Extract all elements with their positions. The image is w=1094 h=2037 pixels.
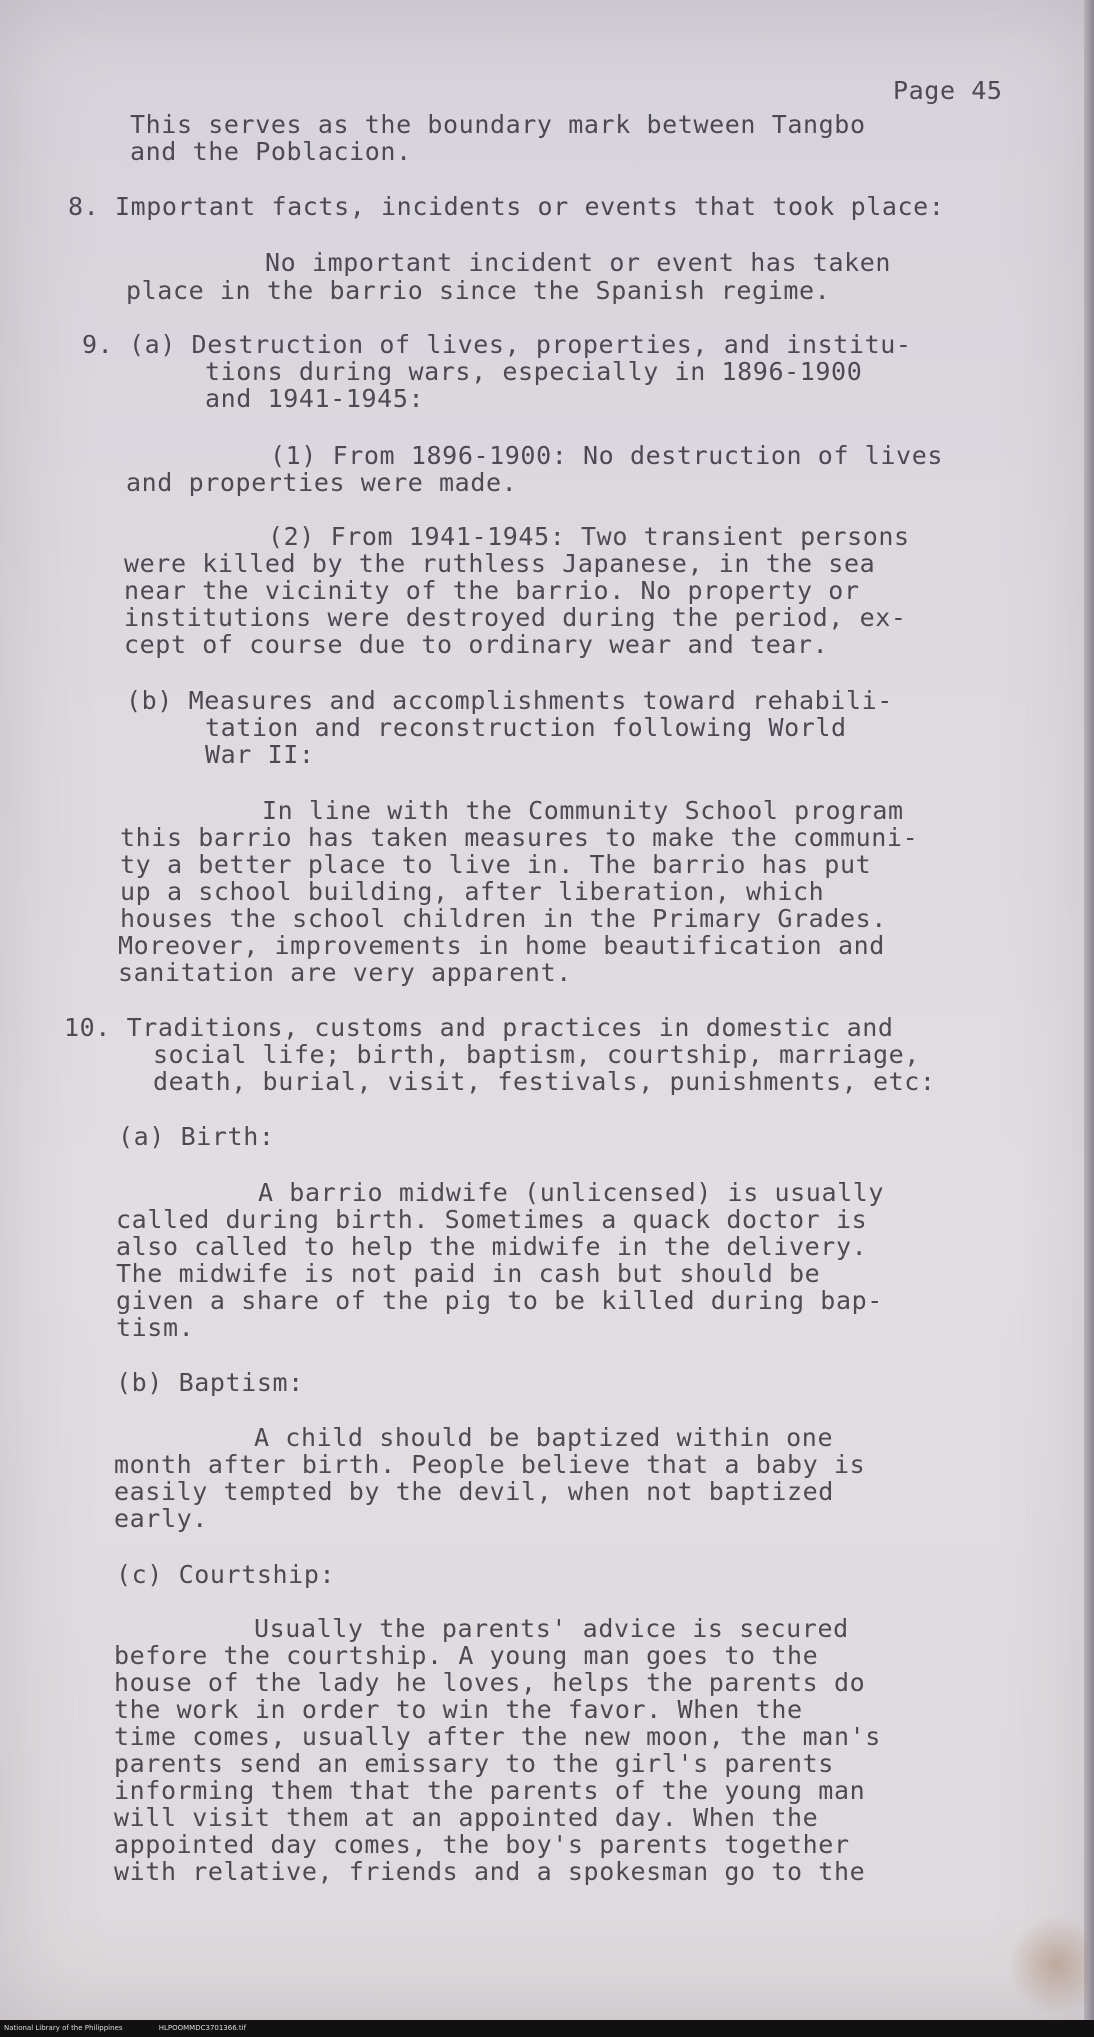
birth-line-5: given a share of the pig to be killed during bap-: [116, 1286, 883, 1315]
item9a-p2-line-1: (2) From 1941-1945: Two transient persons: [268, 522, 910, 551]
item9a-p2-line-3: near the vicinity of the barrio. No property or: [124, 576, 860, 605]
baptism-heading: (b) Baptism:: [116, 1368, 304, 1397]
baptism-line-2: month after birth. People believe that a baby is: [114, 1450, 866, 1479]
footer-library: National Library of the Philippines: [4, 2024, 123, 2032]
item9a-heading-2: tions during wars, especially in 1896-1900: [205, 357, 863, 386]
birth-line-2: called during birth. Sometimes a quack doctor is: [116, 1205, 868, 1234]
item9b-body-line-7: sanitation are very apparent.: [118, 958, 572, 987]
birth-heading: (a) Birth:: [118, 1122, 275, 1151]
courtship-line-10: with relative, friends and a spokesman go to the: [114, 1857, 866, 1886]
courtship-line-4: the work in order to win the favor. When the: [114, 1695, 803, 1724]
item9b-body-line-5: houses the school children in the Primary Grades.: [120, 904, 887, 933]
page-edge: [1084, 0, 1094, 2020]
item8-heading: 8. Important facts, incidents or events that took place:: [68, 192, 945, 221]
item9a-p2-line-4: institutions were destroyed during the period, ex-: [124, 603, 907, 632]
item8-line-1: No important incident or event has taken: [265, 248, 892, 277]
courtship-line-9: appointed day comes, the boy's parents together: [114, 1830, 850, 1859]
item9a-heading-3: and 1941-1945:: [205, 384, 425, 413]
item9a-heading-1: 9. (a) Destruction of lives, properties, and institu-: [82, 330, 912, 359]
courtship-line-5: time comes, usually after the new moon, the man's: [114, 1722, 881, 1751]
courtship-line-2: before the courtship. A young man goes to the: [114, 1641, 819, 1670]
item8-line-2: place in the barrio since the Spanish regime.: [126, 276, 831, 305]
birth-line-1: A barrio midwife (unlicensed) is usually: [258, 1178, 885, 1207]
item9a-p1-line-2: and properties were made.: [126, 468, 518, 497]
baptism-line-3: easily tempted by the devil, when not baptized: [114, 1477, 834, 1506]
item10-heading-3: death, burial, visit, festivals, punishments, etc:: [153, 1067, 936, 1096]
birth-line-3: also called to help the midwife in the delivery.: [116, 1232, 868, 1261]
item9b-heading-2: tation and reconstruction following World: [205, 713, 847, 742]
scan-footer: [0, 2020, 1094, 2037]
courtship-line-7: informing them that the parents of the young man: [114, 1776, 866, 1805]
item10-heading-1: 10. Traditions, customs and practices in domestic and: [64, 1013, 894, 1042]
item9b-body-line-1: In line with the Community School program: [262, 796, 904, 825]
courtship-line-6: parents send an emissary to the girl's parents: [114, 1749, 834, 1778]
boundary-line-1: This serves as the boundary mark between Tangbo: [130, 110, 866, 139]
birth-line-4: The midwife is not paid in cash but should be: [116, 1259, 821, 1288]
item9b-heading-1: (b) Measures and accomplishments toward rehabili-: [126, 686, 893, 715]
item9b-body-line-6: Moreover, improvements in home beautification and: [118, 931, 885, 960]
footer-file-id: HLPOOMMDC3701366.tif: [158, 2024, 247, 2032]
baptism-line-4: early.: [114, 1504, 208, 1533]
item9a-p1-line-1: (1) From 1896-1900: No destruction of lives: [270, 441, 944, 470]
baptism-line-1: A child should be baptized within one: [254, 1423, 834, 1452]
page-number: Page 45: [893, 76, 1003, 105]
item9a-p2-line-5: cept of course due to ordinary wear and tear.: [124, 630, 829, 659]
item10-heading-2: social life; birth, baptism, courtship, marriage,: [153, 1040, 920, 1069]
paper-stain: [1008, 1915, 1088, 2015]
courtship-line-3: house of the lady he loves, helps the parents do: [114, 1668, 866, 1697]
item9a-p2-line-2: were killed by the ruthless Japanese, in the sea: [124, 549, 876, 578]
item9b-body-line-3: ty a better place to live in. The barrio has put: [120, 850, 872, 879]
item9b-body-line-4: up a school building, after liberation, which: [120, 877, 825, 906]
birth-line-6: tism.: [116, 1313, 195, 1342]
courtship-line-1: Usually the parents' advice is secured: [254, 1614, 849, 1643]
item9b-heading-3: War II:: [205, 740, 315, 769]
boundary-line-2: and the Poblacion.: [130, 137, 412, 166]
courtship-line-8: will visit them at an appointed day. When the: [114, 1803, 819, 1832]
item9b-body-line-2: this barrio has taken measures to make the communi-: [120, 823, 919, 852]
courtship-heading: (c) Courtship:: [116, 1560, 336, 1589]
